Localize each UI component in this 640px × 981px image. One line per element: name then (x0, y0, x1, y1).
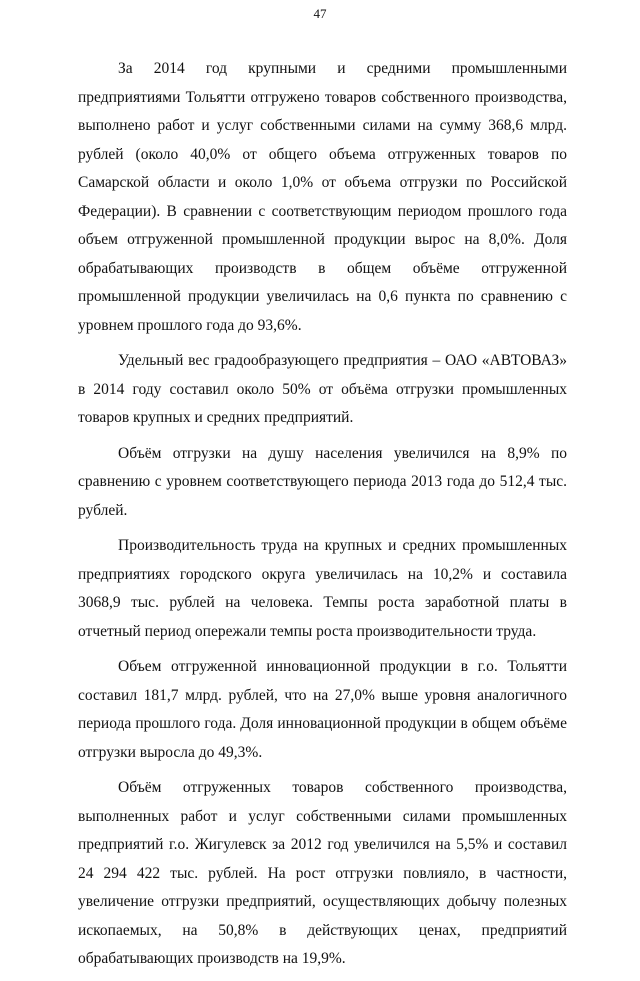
paragraph-innovation: Объем отгруженной инновационной продукции в г.о. Тольятти составил 181,7 млрд. рублей, что на 27,0% выше уровня аналогичного периода прошлого года. Доля инновационной продукции в общем объёме отгрузки выросла до 49,3%. (78, 658, 567, 761)
paragraph-productivity: Производительность труда на крупных и средних промышленных предприятиях городского округа увеличилась на 10,2% и составила 3068,9 тыс. рублей на человека. Темпы роста заработной платы в отчетный период опережали темпы роста производительности труда. (78, 537, 567, 640)
paragraph-avtovaz-share: Удельный вес градообразующего предприятия – ОАО «АВТОВАЗ» в 2014 году составил около 50% от объёма отгрузки промышленных товаров крупных и средних предприятий. (78, 352, 567, 426)
page-number: 47 (313, 6, 327, 21)
paragraph-per-capita: Объём отгрузки на душу населения увеличился на 8,9% по сравнению с уровнем соответствующего периода 2013 года до 512,4 тыс. рублей. (78, 444, 567, 519)
body-text (78, 55, 567, 981)
paragraph-industry-shipment: За 2014 год крупными и средними промышленными предприятиями Тольятти отгружено товаров собственного производства, выполнено работ и услуг собственными силами на сумму 368,6 млрд. рублей (около 40,0% от общего объема отгруженных товаров по Самарской области и около 1,0% от объема отгрузки по Российской Федерации). В сравнении с соответствующим периодом прошлого года объем отгруженной промышленной продукции вырос на 8,0%. Доля обрабатывающих производств в общем объёме отгруженной промышленной продукции увеличилась на 0,6 пункта по сравнению с уровнем прошлого года до 93,6%. (78, 60, 567, 334)
paragraph-zhigulevsk: Объём отгруженных товаров собственного производства, выполненных работ и услуг собственными силами промышленных предприятий г.о. Жигулевск за 2012 год увеличился на 5,5% и составил 24 294 422 тыс. рублей. На рост отгрузки повлияло, в частности, увеличение отгрузки предприятий, осуществляющих добычу полезных ископаемых, на 50,8% в действующих ценах, предприятий обрабатывающих производств на 19,9%. (78, 779, 567, 967)
